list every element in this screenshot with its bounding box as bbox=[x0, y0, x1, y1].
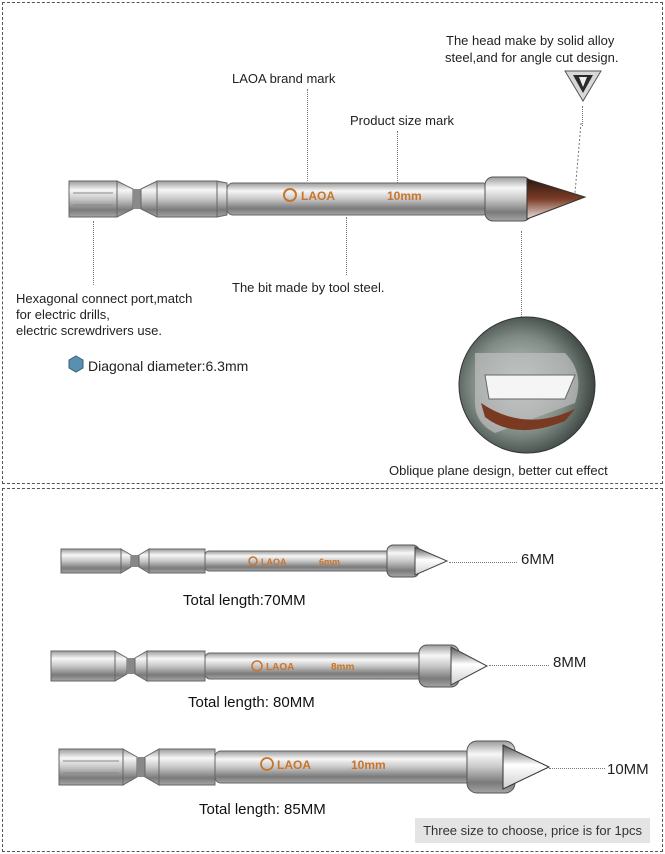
feature-panel bbox=[2, 2, 663, 484]
length-70mm-label: Total length:70MM bbox=[183, 592, 306, 609]
oblique-closeup-image bbox=[455, 313, 605, 463]
head-note-line2: steel,and for angle cut design. bbox=[445, 50, 619, 65]
head-note-line1: The head make by solid alloy bbox=[446, 33, 615, 48]
length-80mm-label: Total length: 80MM bbox=[188, 694, 315, 711]
engraving-10mm: 10mm bbox=[351, 758, 386, 772]
svg-text:LAOA: LAOA bbox=[277, 758, 311, 772]
oblique-label: Oblique plane design, better cut effect bbox=[389, 463, 608, 478]
diagonal-diameter-label: Diagonal diameter:6.3mm bbox=[88, 358, 249, 374]
hexagon-icon bbox=[67, 355, 85, 373]
engraving-6mm: 6mm bbox=[319, 557, 341, 567]
engraving-brand: LAOA bbox=[301, 189, 335, 203]
engraving-size: 10mm bbox=[387, 189, 422, 203]
bit-material-label: The bit made by tool steel. bbox=[232, 280, 385, 295]
engraving-8mm: 8mm bbox=[331, 662, 355, 673]
hex-port-leader bbox=[93, 221, 94, 285]
drill-bit-8mm bbox=[47, 641, 497, 691]
drill-bit-10mm bbox=[55, 737, 555, 797]
tip-inset-image bbox=[563, 67, 603, 107]
price-caption: Three size to choose, price is for 1pcs bbox=[415, 818, 650, 843]
hex-note-line1: Hexagonal connect port,match bbox=[16, 291, 193, 306]
svg-text:LAOA: LAOA bbox=[261, 557, 287, 567]
size-6mm-label: 6MM bbox=[521, 551, 555, 568]
size-mark-label: Product size mark bbox=[350, 113, 455, 128]
hex-note-line3: electric screwdrivers use. bbox=[16, 323, 162, 338]
size-6mm-leader bbox=[449, 562, 517, 563]
size-10mm-leader bbox=[549, 768, 605, 769]
bit-material-leader bbox=[346, 217, 347, 275]
brand-mark-label: LAOA brand mark bbox=[232, 71, 336, 86]
size-8mm-label: 8MM bbox=[553, 654, 587, 671]
oblique-leader bbox=[521, 231, 522, 319]
drill-bit-6mm bbox=[57, 541, 477, 581]
drill-bit-large bbox=[65, 171, 605, 231]
size-panel bbox=[2, 488, 663, 852]
hex-note-line2: for electric drills, bbox=[16, 307, 110, 322]
length-85mm-label: Total length: 85MM bbox=[199, 801, 326, 818]
svg-text:LAOA: LAOA bbox=[266, 662, 295, 673]
size-10mm-label: 10MM bbox=[607, 761, 649, 778]
size-8mm-leader bbox=[489, 665, 549, 666]
brand-mark-leader bbox=[307, 89, 308, 181]
